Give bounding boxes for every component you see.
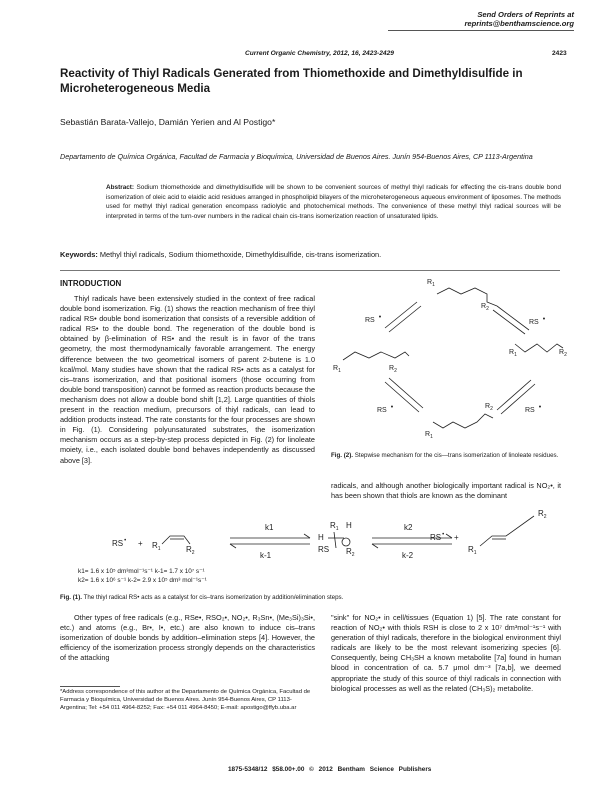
author-list: Sebastián Barata-Vallejo, Damián Yerien and Al Postigo* [60, 117, 276, 127]
fig1-r2-left: $R_2$ [186, 545, 195, 556]
abstract-text: Sodium thiomethoxide and dimethyldisulfide will be shown to be convenient sources of methyl thiyl radicals for effecting the cis-trans double bond isomerization of oleic acid to elaidic acid residues arranged in phospholipid bilayers of the microheterogeneous aqueous environment of liposomes. The methods used for methyl thiyl radical generation encompass radiolytic and photochemical methods. The convenience of these methyl thiyl radical sources will be interpreted in terms of the turn-over numbers in the radical chain cis-trans isomerization reaction of unsaturated lipids. [106, 184, 562, 221]
fig2-top-r2: $R_2$ [481, 303, 489, 312]
fig2-rs-topright: RS • [529, 316, 546, 326]
fig1-k1: k1 [265, 523, 274, 532]
body-paragraph-right: "sink" for NO₂• in cell/tissues (Equation 1) [5]. The rate constant for reaction of NO₂• with thiols RSH is close to 2 x 10⁷ dm³mol⁻¹s⁻¹ with generation of thiyl radicals, therefore in the biological environment thiyl radicals are likely to be the most relevant isomerizing species [6]. Consequently, being CH₃SH a known metabolite [7a] found in human blood in concentration of ca. 5.7 μmol dm⁻³ [7a,b], we deemed appropriate the study of this source of thiyl radicals in connection with biological processes as well as the related (CH₃S)₂ metabolite. [331, 613, 561, 693]
fig1-alkene-right [480, 516, 534, 546]
fig1-int-h-top: H [346, 521, 352, 530]
fig1-r2-right: $R_2$ [538, 509, 547, 520]
keywords-text: Methyl thiyl radicals, Sodium thiomethoxide, Dimethyldisulfide, cis-trans isomerization. [99, 250, 382, 259]
figure-2-caption [331, 452, 561, 461]
fig2-top-r1: $R_1$ [427, 279, 435, 288]
fig1-alkene-left [162, 536, 190, 544]
fig1-plus-right: + [454, 533, 459, 542]
fig2-left-r1: $R_1$ [333, 365, 341, 374]
fig1-r1-left: $R_1$ [152, 541, 161, 552]
fig2-caption-text: Stepwise mechanism for the cis—trans isomerization of linoleate residues. [354, 452, 559, 459]
article-title: Reactivity of Thiyl Radicals Generated from Thiomethoxide and Dimethyldisulfide in Microheterogeneous Media [60, 67, 523, 95]
correspondence-footnote: *Address correspondence of this author at the Departamento de Química Orgánica, Facultad de Farmacia y Bioquímica, Universidad de Buenos Aires. Junín 954-Buenos Aires, CP 1113-Argentina; Tel: +54 011 4964-8252; Fax: +54 011 4964-8450; E-mail: apostigo@ffyb.uba.ar [60, 689, 311, 711]
fig2-rs-topleft: RS • [365, 314, 382, 324]
fig2-right-r1: $R_1$ [509, 349, 517, 358]
abstract-label: Abstract: [106, 184, 135, 191]
body-paragraph-left: Other types of free radicals (e.g., RSe•, RSO₂•, NO₂•, R₃Sn•, (Me₃Si)₃Si•, etc.) and atoms (e.g., Br•, I•, etc.) are also known to induce cis–trans isomerization of double bonds by addition–elimination steps [4]. However, the efficiency of the isomerization process strongly depends on the characteristics of the attacking [60, 613, 315, 663]
keywords [60, 250, 560, 259]
fig2-caption-label: Fig. (2). [331, 452, 353, 459]
right-column-paragraph: radicals, and although another biologically important radical is NO₂•, it has been shown that thiols are known as the dominant [331, 481, 561, 501]
fig2-left-r2: $R_2$ [389, 365, 397, 374]
fig1-rs-right: RS• [430, 532, 445, 542]
fig1-k2: k2 [404, 523, 413, 532]
reprints-banner: Send Orders of Reprints at reprints@benthamscience.org [388, 10, 574, 31]
rate-constants-line-1: k1= 1.6 x 10⁵ dm³mol⁻¹s⁻¹ k-1= 1.7 x 10⁷ s⁻¹ [78, 568, 205, 575]
fig2-right-chain [515, 344, 563, 352]
fig1-int-h-left: H [318, 533, 324, 542]
section-divider [60, 270, 560, 271]
fig1-plus-left: + [138, 539, 143, 548]
keywords-label: Keywords: [60, 250, 98, 259]
figure-2-scheme [325, 272, 565, 450]
figure-1-caption [60, 594, 560, 601]
rate-constants-line-2: k2= 1.6 x 10⁶ s⁻¹ k-2= 2.9 x 10⁵ dm³ mol⁻¹s⁻¹ [78, 577, 207, 584]
fig1-rs-left: RS• [112, 538, 127, 548]
issn-copyright-line: 1875-5348/12 $58.00+.00 © 2012 Bentham Science Publishers [228, 766, 432, 773]
fig1-int-rs: RS [318, 545, 330, 554]
fig2-right-r2: $R_2$ [559, 349, 567, 358]
fig1-r1-right: $R_1$ [468, 545, 477, 556]
journal-citation: Current Organic Chemistry, 2012, 16, 2423-2429 [245, 50, 394, 57]
fig2-left-chain [343, 352, 409, 360]
abstract [106, 183, 561, 222]
fig1-km1: k-1 [260, 551, 272, 560]
page-number: 2423 [552, 50, 567, 57]
affiliation: Departamento de Química Orgánica, Facultad de Farmacia y Bioquímica, Universidad de Buenos Aires. Junín 954-Buenos Aires, CP 1113-Argentina [60, 152, 533, 161]
fig1-caption-text: The thiyl radical RS• acts as a catalyst for cis–trans isomerization by addition/elimination steps. [83, 594, 344, 601]
intro-heading: INTRODUCTION [60, 279, 122, 288]
rate-constants [78, 567, 207, 585]
fig2-bottom-r2: $R_2$ [485, 403, 493, 412]
figure-1-scheme [60, 508, 560, 570]
fig2-bottom-chain [433, 414, 493, 428]
fig1-int-r1: $R_1$ [330, 521, 339, 532]
intro-paragraph: Thiyl radicals have been extensively studied in the context of free radical double bond isomerization. Fig. (1) shows the reaction mechanism of free thiyl radical RS• double bond isomerization that consists of a reversible addition of radical RS• to the double bond. The regeneration of the double bond is obtained by β-elimination of RS• and the result is in favor of the trans geometry, the most thermodynamically favorable arrangement. The energy difference between the two geometrical isomers of parent 2-butene is 1.0 kcal/mol. Many studies have shown that the radical RS• acts as a catalyst for cis–trans isomerization, and that positional isomers (those occurring from double bond transposition) cannot be formed as reaction products because the mechanism does not allow a double bond shift [1,2]. Large quantities of thiols present in the reaction medium, precursors of thiyl radicals, can lead to addition products instead. The rate constants for the four processes are shown in Fig. (1). Considering polyunsaturated substrates, the isomerization mechanism occurs as a step-by-step process depicted in Fig. (2) for linoleate moiety, i.e., each isolated double bond behaves independently as discussed above [3]. [60, 294, 315, 465]
fig2-rs-bottomleft: RS • [377, 404, 394, 414]
fig1-km2: k-2 [402, 551, 414, 560]
fig1-int-r2: $R_2$ [346, 547, 355, 558]
fig2-top-chain [437, 288, 497, 306]
fig1-caption-label: Fig. (1). [60, 594, 82, 601]
footnote-rule [60, 686, 120, 687]
fig2-rs-bottomright: RS • [525, 404, 542, 414]
fig2-bottom-r1: $R_1$ [425, 431, 433, 440]
